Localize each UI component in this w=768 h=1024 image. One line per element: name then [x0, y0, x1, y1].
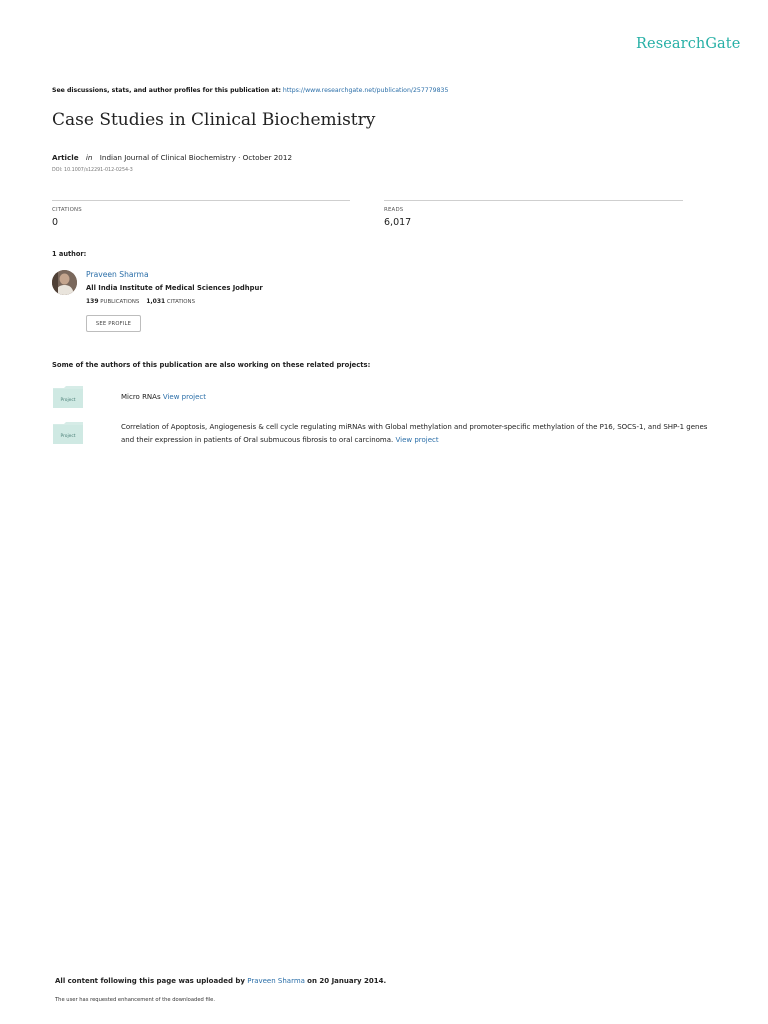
- author-citations-count: 1,031: [146, 298, 166, 305]
- project-title: Correlation of Apoptosis, Angiogenesis & cell cycle regulating miRNAs with Global methylation and promoter-specific methylation of the P16, SOCS-1, and SHP-1 genes and their expression in patients of Oral submucous fibrosis to oral carcinoma.: [121, 423, 708, 444]
- citations-divider: [52, 200, 350, 201]
- author-avatar[interactable]: [52, 270, 77, 295]
- project-folder-icon[interactable]: [53, 422, 83, 443]
- project-title: Micro RNAs: [121, 393, 161, 401]
- publications-count: 139: [86, 298, 99, 305]
- author-name-link[interactable]: Praveen Sharma: [86, 270, 149, 279]
- see-discussions-text: See discussions, stats, and author profiles for this publication at:: [52, 87, 281, 94]
- see-profile-button[interactable]: SEE PROFILE: [86, 315, 141, 332]
- see-discussions-line: [52, 87, 448, 94]
- publications-label: PUBLICATIONS: [100, 299, 140, 305]
- avatar-image: [52, 270, 77, 295]
- citations-label: CITATIONS: [52, 207, 82, 213]
- author-citations-label: CITATIONS: [166, 299, 195, 305]
- project-icon-label: Project: [60, 398, 76, 403]
- reads-label: READS: [384, 207, 404, 213]
- reads-divider: [384, 200, 683, 201]
- publication-url-link[interactable]: https://www.researchgate.net/publication/257779835: [282, 87, 449, 94]
- journal-date: Indian Journal of Clinical Biochemistry · October 2012: [99, 153, 293, 162]
- view-project-link[interactable]: View project: [162, 393, 206, 401]
- author-institution: All India Institute of Medical Sciences Jodhpur: [86, 284, 263, 292]
- researchgate-logo[interactable]: ResearchGate: [636, 36, 741, 52]
- project-item: [121, 391, 721, 404]
- authors-heading: 1 author:: [52, 250, 87, 258]
- enhancement-note: The user has requested enhancement of the downloaded file.: [55, 997, 216, 1003]
- project-item: [121, 421, 721, 447]
- view-project-link[interactable]: View project: [395, 436, 439, 444]
- publication-meta: [52, 153, 292, 162]
- upload-date: on 20 January 2014.: [307, 977, 387, 985]
- in-word: in: [85, 153, 93, 162]
- publication-title: Case Studies in Clinical Biochemistry: [52, 110, 376, 130]
- project-icon-label: Project: [60, 434, 76, 439]
- doi: DOI: 10.1007/s12291-012-0254-3: [52, 168, 133, 173]
- upload-footer: [55, 977, 386, 985]
- author-counts: [86, 298, 195, 305]
- upload-prefix: All content following this page was uploaded by: [55, 977, 245, 985]
- related-projects-heading: Some of the authors of this publication are also working on these related projects:: [52, 361, 371, 369]
- reads-count: 6,017: [384, 217, 412, 228]
- publication-type: Article: [52, 153, 79, 162]
- uploader-link[interactable]: Praveen Sharma: [247, 977, 305, 985]
- project-folder-icon[interactable]: [53, 386, 83, 407]
- citations-count: 0: [52, 217, 59, 228]
